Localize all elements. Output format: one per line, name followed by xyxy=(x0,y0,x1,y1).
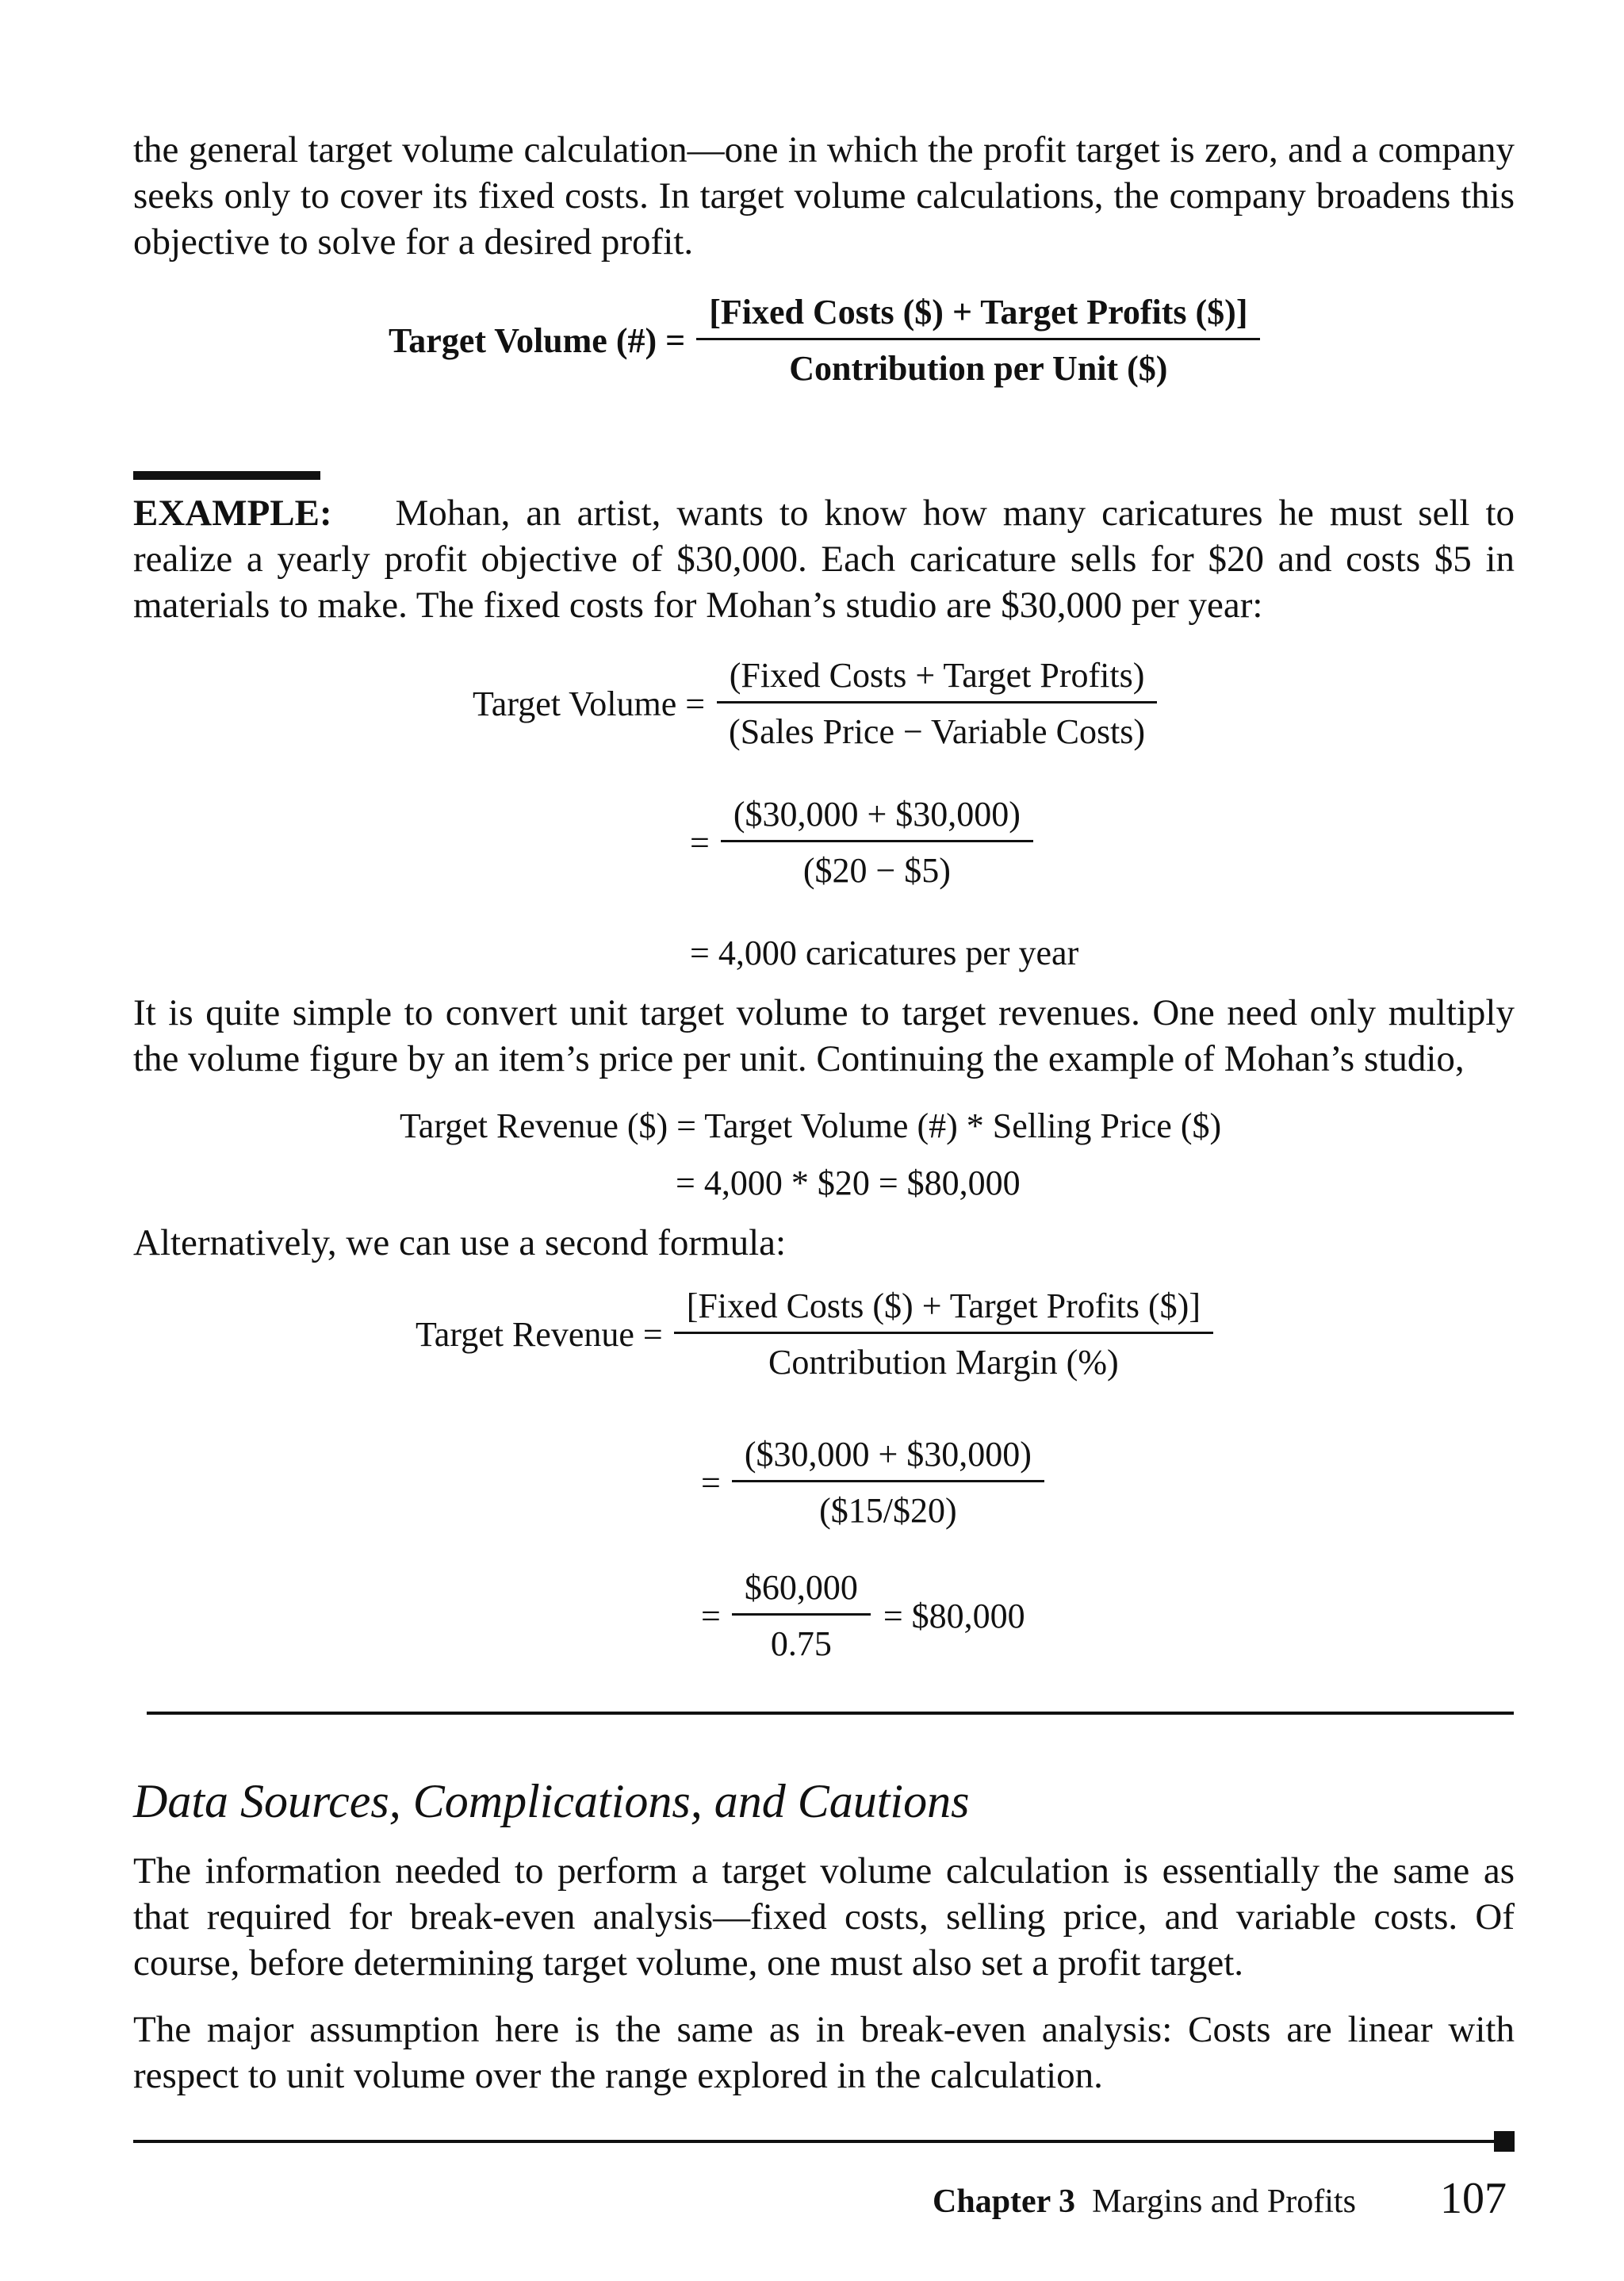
formula-target-volume-result xyxy=(690,933,1079,972)
formula-target-volume-values xyxy=(690,797,1033,888)
end-mark xyxy=(1494,2131,1515,2152)
footer-rule xyxy=(133,2140,1502,2143)
formula-numerator: [Fixed Costs ($) + Target Profits ($)] xyxy=(696,295,1260,340)
example-rule xyxy=(133,471,320,480)
formula-denominator: ($20 − $5) xyxy=(802,851,951,890)
footer-chapter: Chapter 3 xyxy=(933,2183,1076,2220)
example-label: EXAMPLE: xyxy=(133,493,332,534)
formula-numerator: ($30,000 + $30,000) xyxy=(732,1437,1044,1482)
formula-denominator: ($15/$20) xyxy=(819,1491,957,1530)
formula-target-revenue xyxy=(400,1106,1222,1145)
footer-chapter-title: Margins and Profits xyxy=(1092,2183,1356,2220)
formula-denominator: Contribution Margin (%) xyxy=(768,1343,1119,1382)
formula-lhs: Target Volume (#) = xyxy=(389,320,686,360)
formula-numerator: $60,000 xyxy=(732,1570,871,1616)
formula-rhs: = $80,000 xyxy=(883,1596,1025,1635)
formula-denominator: (Sales Price − Variable Costs) xyxy=(729,712,1146,751)
formula-lhs: Target Revenue = xyxy=(416,1314,663,1354)
alternative-paragraph: Alternatively, we can use a second formula: xyxy=(133,1222,787,1263)
formula-denominator: 0.75 xyxy=(770,1624,832,1663)
intro-paragraph: the general target volume calculation—one in which the profit target is zero, and a company seeks only to cover its fixed costs. In target volume calculations, the company broadens this objective to solve for a desired profit. xyxy=(133,129,1515,263)
formula-target-revenue-result xyxy=(676,1166,1021,1201)
formula-result: = 4,000 caricatures per year xyxy=(690,933,1079,972)
formula-lhs: Target Volume = xyxy=(473,684,706,723)
example-paragraph xyxy=(133,490,1515,628)
section-heading: Data Sources, Complications, and Cautions xyxy=(133,1775,970,1827)
formula-target-revenue-values xyxy=(701,1437,1044,1528)
running-footer xyxy=(933,2183,1356,2221)
formula-denominator: Contribution per Unit ($) xyxy=(789,349,1168,388)
conversion-paragraph: It is quite simple to convert unit target volume to target revenues. One need only multiply the volume figure by an item’s price per unit. Continuing the example of Mohan’s studio, xyxy=(133,992,1515,1079)
section-paragraph-1: The information needed to perform a target volume calculation is essentially the same as that required for break-even analysis—fixed costs, selling price, and variable costs. Of course, before determining target volume, one must also set a profit target. xyxy=(133,1850,1515,1984)
formula-target-revenue-result-alt xyxy=(701,1570,1025,1662)
section-paragraph-2: The major assumption here is the same as in break-even analysis: Costs are linear with respect to unit volume over the range explored in the calculation. xyxy=(133,2009,1515,2096)
formula-numerator: (Fixed Costs + Target Profits) xyxy=(717,658,1158,703)
formula-lhs: = xyxy=(701,1463,721,1502)
formula-numerator: [Fixed Costs ($) + Target Profits ($)] xyxy=(674,1289,1213,1334)
formula-lhs: = xyxy=(690,822,710,862)
section-divider xyxy=(147,1712,1514,1715)
formula-target-volume-example xyxy=(473,658,1158,749)
example-text: Mohan, an artist, wants to know how many caricatures he must sell to realize a yearly profit objective of $30,000. Each caricature sells for $20 and costs $5 in materials to make. The fixed costs for Mohan’s studio are $30,000 per year: xyxy=(133,493,1515,626)
page-number: 107 xyxy=(1440,2174,1507,2223)
formula-numerator: ($30,000 + $30,000) xyxy=(721,797,1033,842)
formula-line-2: = 4,000 * $20 = $80,000 xyxy=(676,1164,1021,1202)
formula-target-revenue-alt xyxy=(416,1286,1213,1382)
formula-lhs: = xyxy=(701,1596,721,1635)
formula-target-volume xyxy=(389,295,1260,386)
formula-line-1: Target Revenue ($) = Target Volume (#) * Selling Price ($) xyxy=(400,1106,1222,1145)
